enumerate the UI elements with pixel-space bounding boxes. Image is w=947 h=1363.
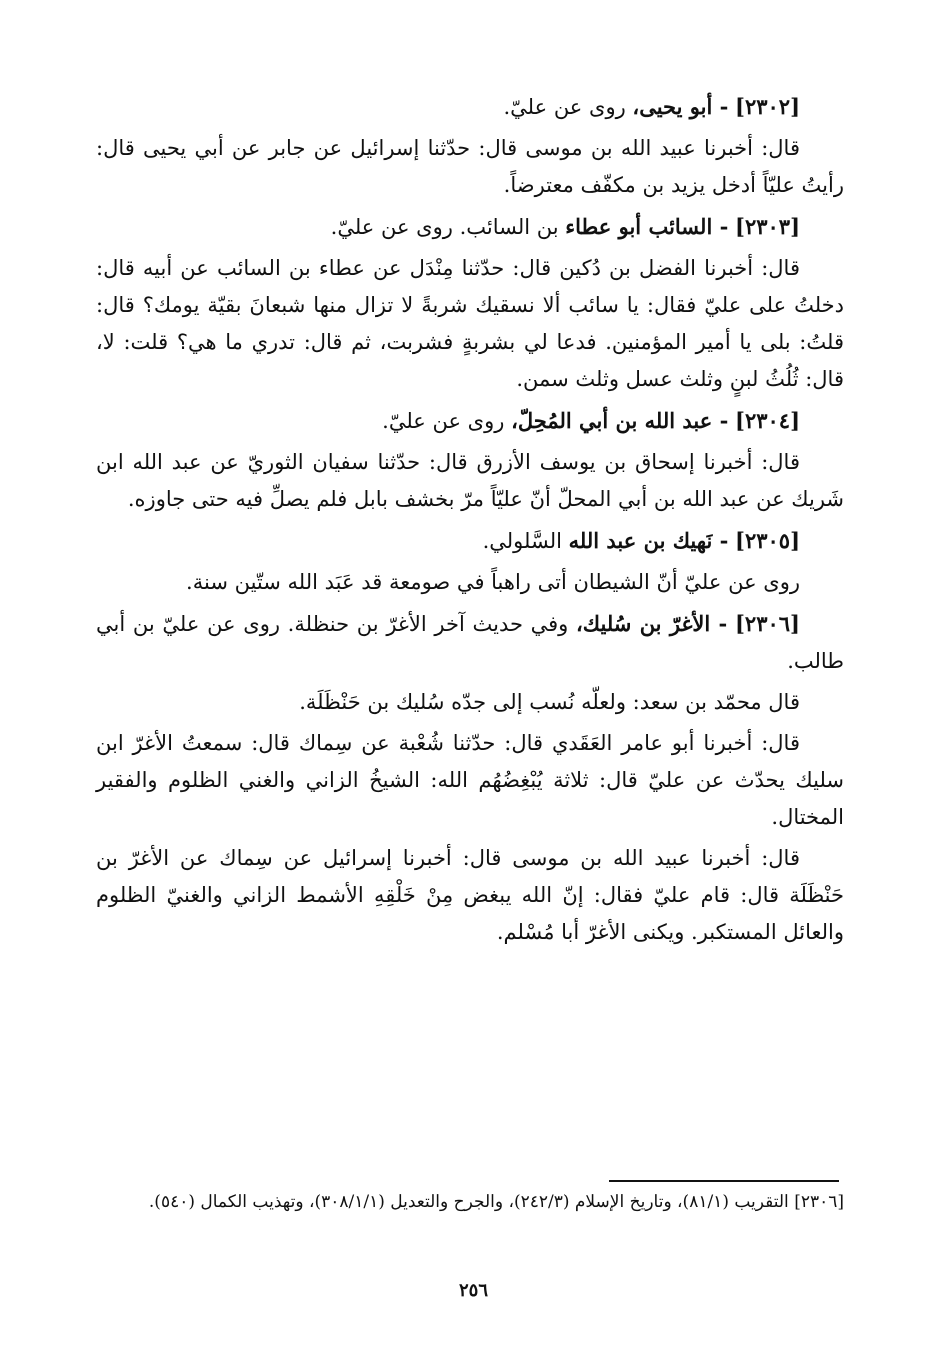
entry-heading-rest: بن السائب. روى عن عليّ. <box>330 215 566 239</box>
entry-paragraph: قال: أخبرنا إسحاق بن يوسف الأزرق قال: حدّثنا سفيان الثوريّ عن عبد الله ابن شَريك عن عبد الله بن أبي المحلّ أنّ عليّاً مرّ بخشف بابل فلم يصلِّ فيه حتى جاوزه. <box>96 450 844 511</box>
entry-name: - عبد الله بن أبي المُحِلّ، <box>511 408 729 433</box>
entry-paragraph: قال: أخبرنا أبو عامر العَقَدي قال: حدّثنا شُعْبة عن سِماك قال: سمعتُ الأغرّ ابن سليك يحدّث عن عليّ قال: ثلاثة يُبْغِضُهُم الله: الشيخُ الزاني والغني الظلوم والفقير المختال. <box>96 731 844 829</box>
entry-heading-2303 <box>96 208 844 246</box>
entry-paragraph: قال محمّد بن سعد: ولعلّه نُسب إلى جدّه سُليك بن حَنْظَلَة. <box>299 690 800 714</box>
entry-number: [٢٣٠٤] <box>735 408 800 433</box>
entry-heading-rest: السَّلولي. <box>482 529 569 553</box>
footnote: [٢٣٠٦] التقريب (٨١/١)، وتاريخ الإسلام (٢٤٢/٣)، والجرح والتعديل (٣٠٨/١/١)، وتهذيب الكمال (٥٤٠). <box>148 1192 844 1212</box>
entry-number: [٢٣٠٥] <box>735 528 800 553</box>
entry-number: [٢٣٠٦] <box>734 611 800 636</box>
page-number: ٢٥٦ <box>458 1280 488 1301</box>
entry-number: [٢٣٠٣] <box>735 214 800 239</box>
entry-heading-rest: وفي حديث آخر الأغرّ بن حنظلة. روى عن عليّ بن أبي طالب. <box>96 612 844 673</box>
entry-paragraph: روى عن عليّ أنّ الشيطان أتى راهباً في صومعة قد عَبَد الله ستّين سنة. <box>186 570 800 594</box>
entry-paragraph: قال: أخبرنا عبيد الله بن موسى قال: حدّثنا إسرائيل عن جابر عن أبي يحيى قال: رأيتُ عليّاً أدخل يزيد بن مكفّف معترضاً. <box>96 136 844 197</box>
entry-paragraph: قال: أخبرنا عبيد الله بن موسى قال: أخبرنا إسرائيل عن سِماك عن الأغرّ بن حَنْظَلَة قال: قام عليّ فقال: إنّ الله يبغض مِنْ خَلْقِهِ الأشمط الزاني والغنيّ الظلوم والعائل المستكبر. ويكنى الأغرّ أبا مُسْلم. <box>96 846 844 944</box>
entry-heading-rest: روى عن عليّ. <box>503 95 633 119</box>
entry-number: [٢٣٠٢] <box>735 94 800 119</box>
entry-name: - الأغرّ بن سُليك، <box>576 611 728 636</box>
entry-name: - نَهيك بن عبد الله <box>568 528 729 553</box>
entry-heading-2306 <box>96 605 844 680</box>
entry-name: - أبو يحيى، <box>632 94 729 119</box>
entry-paragraph: قال: أخبرنا الفضل بن دُكين قال: حدّثنا مِنْدَل عن عطاء بن السائب عن أبيه قال: دخلتُ على عليّ فقال: يا سائب ألا نسقيك شربةً لا تزال منها شبعانَ بقيّة يومك؟ قال: قلتُ: بلى يا أمير المؤمنين. فدعا لي بشربةٍ فشربت، ثم قال: تدري ما هي؟ قلت: لا، قال: ثُلُثُ لبنٍ وثلث عسل وثلث سمن. <box>96 256 844 391</box>
entry-heading-2302 <box>96 88 844 126</box>
entry-heading-rest: روى عن عليّ. <box>382 409 512 433</box>
entry-name: - السائب أبو عطاء <box>565 214 729 239</box>
entry-heading-2305 <box>96 522 844 560</box>
page-body <box>96 88 844 955</box>
entry-heading-2304 <box>96 402 844 440</box>
footnote-divider <box>609 1180 839 1182</box>
